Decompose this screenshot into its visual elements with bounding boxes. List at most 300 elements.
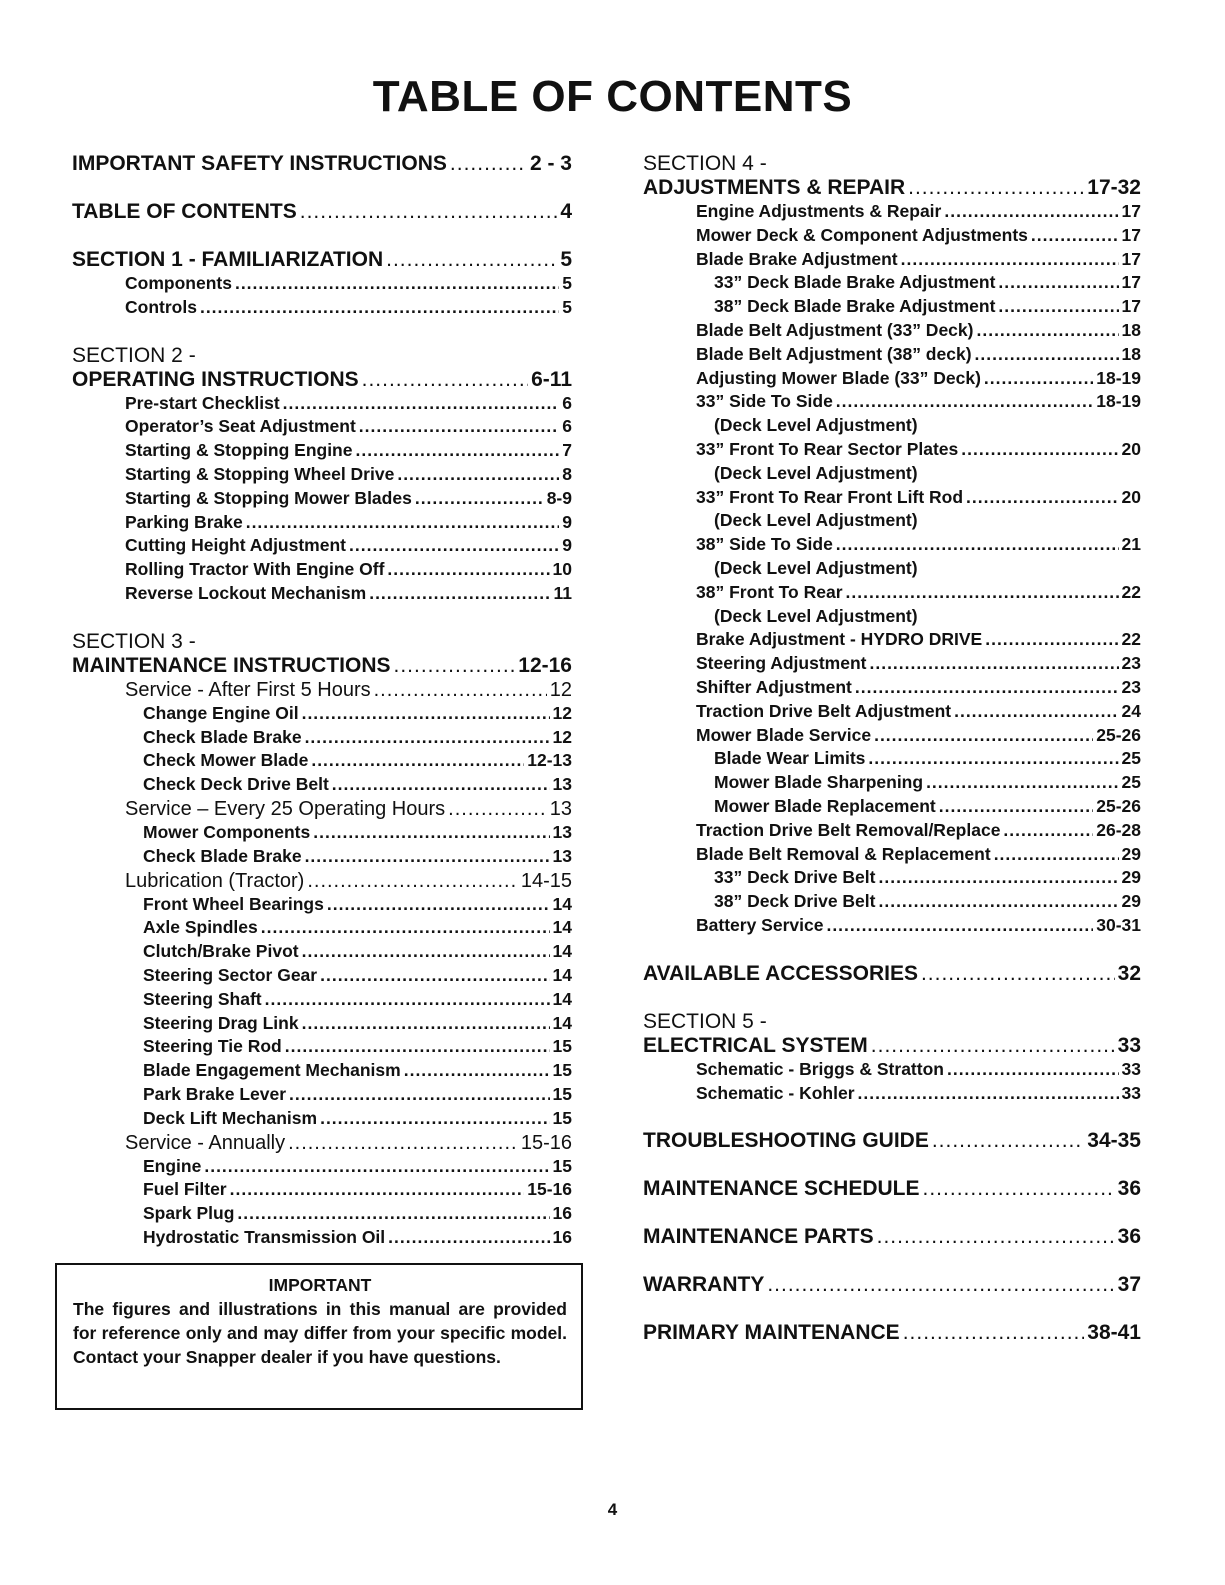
toc-entry-label: Controls	[125, 296, 197, 317]
toc-gap	[643, 986, 1141, 1010]
toc-entry-page: 9	[562, 535, 572, 556]
toc-entry-page: 24	[1121, 700, 1141, 721]
toc-entry-page: 33	[1121, 1082, 1141, 1103]
toc-entry-note: (Deck Level Adjustment)	[714, 462, 918, 483]
toc-item-entry[interactable]	[72, 1107, 572, 1131]
dot-leader	[998, 295, 1118, 319]
toc-entry-label: MAINTENANCE SCHEDULE	[643, 1177, 920, 1201]
toc-sub-entry[interactable]	[72, 392, 572, 416]
toc-entry-label: Check Blade Brake	[143, 845, 302, 866]
dot-leader	[976, 319, 1118, 343]
dot-leader	[836, 533, 1119, 557]
dot-leader	[246, 511, 560, 535]
dot-leader	[237, 1202, 549, 1226]
toc-entry-label: Mower Blade Service	[696, 724, 872, 745]
toc-sub-entry[interactable]	[643, 581, 1141, 605]
toc-entry-label: SECTION 1 - FAMILIARIZATION	[72, 248, 384, 271]
toc-entry-label: Blade Brake Adjustment	[696, 248, 898, 269]
dot-leader	[954, 700, 1118, 724]
toc-entry-label: OPERATING INSTRUCTIONS	[72, 367, 359, 391]
toc-entry-label: MAINTENANCE PARTS	[643, 1225, 874, 1249]
toc-item-entry[interactable]	[72, 940, 572, 964]
toc-sub-entry[interactable]	[643, 224, 1141, 248]
dot-leader	[386, 248, 557, 272]
toc-sub-entry[interactable]	[72, 463, 572, 487]
toc-entry-label: Blade Belt Adjustment (38” deck)	[696, 343, 972, 364]
toc-entry-label: Schematic - Briggs & Stratton	[696, 1058, 944, 1079]
toc-entry-page: 34-35	[1087, 1129, 1141, 1153]
toc-entry-page: 6	[562, 392, 572, 413]
toc-sub-entry[interactable]	[643, 914, 1141, 938]
toc-entry-note: (Deck Level Adjustment)	[714, 605, 918, 626]
toc-entry-label: MAINTENANCE INSTRUCTIONS	[72, 653, 391, 677]
toc-item-entry[interactable]	[643, 890, 1141, 914]
dot-leader	[289, 1083, 550, 1107]
toc-sub-entry[interactable]	[643, 319, 1141, 343]
dot-leader	[869, 652, 1118, 676]
dot-leader	[394, 654, 516, 678]
toc-item-entry[interactable]	[72, 821, 572, 845]
toc-item-entry[interactable]	[72, 749, 572, 773]
toc-entry-page: 22	[1121, 629, 1141, 650]
toc-entry-label: Components	[125, 273, 232, 293]
toc-entry-label: Clutch/Brake Pivot	[143, 941, 299, 962]
toc-entry-note: (Deck Level Adjustment)	[714, 557, 918, 578]
dot-leader	[397, 463, 559, 487]
dot-leader	[302, 702, 550, 726]
dot-leader	[204, 1155, 549, 1179]
toc-entry-label: Mower Components	[143, 821, 311, 842]
toc-entry-label: Traction Drive Belt Adjustment	[696, 700, 952, 721]
toc-sub-entry[interactable]	[72, 415, 572, 439]
toc-entry-page: 16	[552, 1226, 572, 1247]
toc-sub-entry[interactable]	[72, 511, 572, 535]
dot-leader	[283, 392, 560, 416]
toc-item-entry[interactable]	[643, 771, 1141, 795]
toc-entry-page: 21	[1121, 534, 1141, 555]
toc-entry-page: 23	[1121, 653, 1141, 674]
toc-entry-label: Starting & Stopping Engine	[125, 440, 353, 461]
toc-entry-page: 36	[1117, 1177, 1141, 1201]
toc-entry-label: Traction Drive Belt Removal/Replace	[696, 819, 1001, 840]
toc-sub-entry[interactable]	[643, 367, 1141, 391]
toc-entry-page: 5	[562, 296, 572, 317]
toc-item-entry[interactable]	[72, 1178, 572, 1202]
dot-leader	[448, 797, 547, 821]
toc-entry-label: Shifter Adjustment	[696, 676, 852, 697]
toc-entry-page: 5	[562, 273, 572, 293]
toc-entry-page: 18-19	[1096, 391, 1141, 412]
dot-leader	[878, 866, 1118, 890]
toc-entry-page: 29	[1121, 843, 1141, 864]
toc-entry-label: TABLE OF CONTENTS	[72, 200, 297, 223]
toc-entry-label: Blade Wear Limits	[714, 748, 866, 769]
toc-entry-label: 33” Front To Rear Sector Plates	[696, 438, 959, 459]
toc-entry-page: 12-13	[527, 750, 572, 771]
toc-entry-page: 12-16	[518, 653, 572, 677]
toc-gap	[643, 1153, 1141, 1177]
toc-entry-label: Check Mower Blade	[143, 750, 309, 771]
toc-item-entry[interactable]	[72, 773, 572, 797]
toc-entry-label: Service - After First 5 Hours	[125, 678, 371, 701]
dot-leader	[878, 890, 1118, 914]
dot-leader	[984, 367, 1093, 391]
dot-leader	[311, 749, 524, 773]
dot-leader	[387, 558, 549, 582]
toc-entry-page: 17	[1121, 296, 1141, 317]
dot-leader	[327, 893, 550, 917]
toc-item-entry[interactable]	[72, 1083, 572, 1107]
toc-entry-label: Mower Blade Sharpening	[714, 772, 924, 793]
toc-item-entry[interactable]	[72, 1155, 572, 1179]
toc-entry-page: 18	[1121, 319, 1141, 340]
toc-main-entry[interactable]	[72, 152, 572, 176]
toc-entry-label: Schematic - Kohler	[696, 1082, 855, 1103]
dot-leader	[826, 914, 1093, 938]
toc-item-entry[interactable]	[643, 866, 1141, 890]
toc-entry-label: Reverse Lockout Mechanism	[125, 582, 367, 603]
toc-entry-label: Mower Deck & Component Adjustments	[696, 224, 1028, 245]
toc-section-heading: SECTION 3 -	[72, 629, 196, 653]
dot-leader	[836, 390, 1093, 414]
toc-entry-page: 29	[1121, 867, 1141, 888]
toc-entry-label: Mower Blade Replacement	[714, 795, 936, 816]
dot-leader	[313, 821, 549, 845]
toc-sub-entry[interactable]	[643, 628, 1141, 652]
dot-leader	[932, 1129, 1084, 1153]
dot-leader	[874, 724, 1093, 748]
toc-entry-page: 38-41	[1087, 1321, 1141, 1345]
dot-leader	[966, 486, 1119, 510]
dot-leader	[846, 581, 1119, 605]
toc-entry-label: WARRANTY	[643, 1273, 765, 1297]
dot-leader	[349, 534, 559, 558]
toc-entry-page: 25-26	[1096, 795, 1141, 816]
dot-leader	[998, 271, 1118, 295]
dot-leader	[767, 1273, 1114, 1297]
toc-entry-note: (Deck Level Adjustment)	[714, 510, 918, 531]
toc-entry-page: 22	[1121, 581, 1141, 602]
toc-sub-entry[interactable]	[643, 652, 1141, 676]
toc-entry-label: Cutting Height Adjustment	[125, 535, 346, 556]
toc-entry-page: 17-32	[1087, 176, 1141, 199]
toc-item-entry[interactable]	[72, 1226, 572, 1250]
dot-leader	[947, 1058, 1119, 1082]
toc-sub-entry[interactable]	[643, 248, 1141, 272]
toc-sub-entry[interactable]	[72, 439, 572, 463]
dot-leader	[985, 628, 1118, 652]
dot-leader	[388, 1226, 549, 1250]
dot-leader	[858, 1082, 1119, 1106]
toc-main-entry[interactable]	[72, 248, 572, 272]
dot-leader	[261, 916, 550, 940]
dot-leader	[230, 1178, 525, 1202]
toc-item-entry[interactable]	[643, 795, 1141, 819]
toc-entry-page: 8	[562, 463, 572, 484]
dot-leader	[877, 1225, 1115, 1249]
toc-sub-entry[interactable]	[643, 843, 1141, 867]
toc-entry-label: ELECTRICAL SYSTEM	[643, 1033, 868, 1057]
toc-group-entry[interactable]	[72, 869, 572, 893]
toc-entry-label: 33” Deck Blade Brake Adjustment	[714, 272, 996, 293]
toc-entry-page: 17	[1121, 248, 1141, 269]
toc-item-entry[interactable]	[72, 964, 572, 988]
dot-leader	[404, 1059, 550, 1083]
toc-entry-label: Change Engine Oil	[143, 702, 299, 723]
toc-section-heading: SECTION 4 -	[643, 152, 767, 175]
toc-entry-label: Hydrostatic Transmission Oil	[143, 1226, 386, 1247]
toc-item-entry[interactable]	[643, 271, 1141, 295]
toc-main-entry[interactable]	[643, 1129, 1141, 1153]
toc-gap	[72, 320, 572, 344]
toc-entry-note: (Deck Level Adjustment)	[714, 415, 918, 436]
toc-entry-label: 33” Deck Drive Belt	[714, 867, 876, 888]
toc-entry-label: Lubrication (Tractor)	[125, 869, 305, 892]
toc-entry-label: PRIMARY MAINTENANCE	[643, 1321, 900, 1345]
toc-section-heading: SECTION 5 -	[643, 1009, 767, 1033]
toc-entry-page: 4	[560, 200, 572, 223]
dot-leader	[362, 368, 529, 392]
dot-leader	[374, 678, 547, 702]
toc-entry-page: 6	[562, 416, 572, 437]
toc-right-column	[643, 152, 1141, 1345]
toc-main-entry[interactable]	[72, 200, 572, 224]
toc-sub-entry[interactable]	[643, 438, 1141, 462]
toc-entry-label: Operator’s Seat Adjustment	[125, 416, 356, 437]
toc-main-entry[interactable]	[643, 1034, 1141, 1058]
toc-entry-page: 37	[1117, 1273, 1141, 1297]
dot-leader	[994, 843, 1119, 867]
toc-entry-page: 15	[552, 1107, 572, 1128]
toc-sub-entry[interactable]	[643, 676, 1141, 700]
dot-leader	[265, 988, 550, 1012]
dot-leader	[855, 676, 1119, 700]
toc-entry-page: 8-9	[546, 487, 572, 508]
toc-entry-page: 30-31	[1096, 914, 1141, 935]
toc-left-column	[72, 152, 572, 1250]
toc-entry-label: Blade Belt Adjustment (33” Deck)	[696, 319, 974, 340]
toc-entry-label: Starting & Stopping Mower Blades	[125, 487, 412, 508]
dot-leader	[302, 940, 550, 964]
dot-leader	[1003, 819, 1093, 843]
toc-sub-entry[interactable]	[643, 1082, 1141, 1106]
dot-leader	[369, 582, 550, 606]
toc-item-entry[interactable]	[72, 1059, 572, 1083]
toc-group-entry[interactable]	[72, 1131, 572, 1155]
dot-leader	[871, 1034, 1115, 1058]
toc-sub-entry[interactable]	[72, 272, 572, 296]
toc-entry-page: 14-15	[520, 869, 572, 892]
toc-gap	[643, 1249, 1141, 1273]
toc-entry-page: 11	[553, 582, 572, 603]
toc-entry-page: 25	[1121, 748, 1141, 769]
dot-leader	[901, 248, 1119, 272]
toc-entry-page: 36	[1117, 1225, 1141, 1249]
toc-entry-label: 33” Front To Rear Front Lift Rod	[696, 486, 964, 507]
toc-sub-entry[interactable]	[643, 343, 1141, 367]
toc-entry-page: 15	[552, 1060, 572, 1081]
toc-entry-page: 20	[1121, 486, 1141, 507]
toc-entry-label: TROUBLESHOOTING GUIDE	[643, 1129, 929, 1153]
toc-item-entry[interactable]	[72, 726, 572, 750]
toc-entry-label: Spark Plug	[143, 1203, 235, 1224]
toc-entry-page: 13	[549, 797, 572, 820]
dot-leader	[355, 439, 559, 463]
dot-leader	[307, 869, 518, 893]
toc-entry-page: 14	[552, 964, 572, 985]
toc-entry-page: 23	[1121, 676, 1141, 697]
toc-main-entry[interactable]	[643, 962, 1141, 986]
toc-entry-page: 18-19	[1096, 367, 1141, 388]
toc-sub-entry[interactable]	[72, 558, 572, 582]
toc-sub-entry[interactable]	[643, 724, 1141, 748]
toc-entry-label: Check Blade Brake	[143, 726, 302, 747]
dot-leader	[200, 296, 559, 320]
toc-entry-page: 13	[552, 845, 572, 866]
toc-entry-label: 38” Front To Rear	[696, 581, 843, 602]
toc-gap	[643, 1297, 1141, 1321]
toc-entry-page: 14	[552, 1012, 572, 1033]
toc-entry-label: Steering Drag Link	[143, 1012, 299, 1033]
dot-leader	[235, 272, 559, 296]
toc-item-entry[interactable]	[643, 747, 1141, 771]
toc-entry-label: Fuel Filter	[143, 1179, 227, 1200]
toc-entry-label: Steering Tie Rod	[143, 1036, 282, 1057]
dot-leader	[1031, 224, 1119, 248]
toc-entry-page: 20	[1121, 438, 1141, 459]
dot-leader	[415, 487, 544, 511]
toc-entry-label: Adjusting Mower Blade (33” Deck)	[696, 367, 981, 388]
dot-leader	[320, 1107, 549, 1131]
toc-entry-page: 15-16	[520, 1131, 572, 1154]
toc-entry-label: AVAILABLE ACCESSORIES	[643, 961, 918, 985]
toc-entry-label: Front Wheel Bearings	[143, 893, 324, 914]
toc-entry-label: Steering Shaft	[143, 988, 262, 1009]
toc-main-entry[interactable]	[72, 654, 572, 678]
page-number: 4	[607, 1500, 618, 1519]
toc-sub-entry[interactable]	[643, 819, 1141, 843]
toc-sub-entry[interactable]	[643, 533, 1141, 557]
toc-entry-page: 13	[552, 774, 572, 795]
toc-entry-page: 14	[552, 917, 572, 938]
toc-item-entry[interactable]	[72, 845, 572, 869]
dot-leader	[302, 1012, 550, 1036]
toc-entry-page: 14	[552, 941, 572, 962]
dot-leader	[961, 438, 1118, 462]
toc-entry-label: Steering Adjustment	[696, 653, 867, 674]
toc-entry-label: Service - Annually	[125, 1131, 286, 1154]
toc-entry-label: 38” Side To Side	[696, 534, 833, 555]
toc-entry-page: 17	[1121, 201, 1141, 221]
toc-gap	[643, 938, 1141, 962]
toc-entry-page: 17	[1121, 224, 1141, 245]
dot-leader	[921, 962, 1115, 986]
toc-entry-label: 33” Side To Side	[696, 391, 833, 412]
toc-entry-page: 7	[562, 440, 572, 461]
toc-entry-label: Blade Belt Removal & Replacement	[696, 843, 991, 864]
toc-entry-page: 15-16	[527, 1179, 572, 1200]
dot-leader	[285, 1035, 550, 1059]
toc-entry-page: 12	[549, 678, 572, 701]
page-title: TABLE OF CONTENTS	[372, 72, 853, 121]
toc-entry-page: 17	[1121, 272, 1141, 293]
toc-item-entry[interactable]	[72, 1035, 572, 1059]
toc-entry-page: 2 - 3	[529, 152, 572, 175]
toc-entry-page: 15	[552, 1036, 572, 1057]
toc-entry-label: 38” Deck Drive Belt	[714, 891, 876, 912]
notice-title: IMPORTANT	[268, 1275, 372, 1295]
toc-item-entry[interactable]	[643, 295, 1141, 319]
toc-gap	[643, 1201, 1141, 1225]
toc-main-entry[interactable]	[643, 1321, 1141, 1345]
toc-entry-page: 15	[552, 1083, 572, 1104]
toc-entry-page: 13	[552, 821, 572, 842]
toc-entry-page: 15	[552, 1155, 572, 1176]
toc-entry-page: 5	[560, 248, 572, 271]
toc-sub-entry[interactable]	[72, 534, 572, 558]
toc-sub-entry[interactable]	[643, 390, 1141, 414]
toc-sub-entry[interactable]	[643, 200, 1141, 224]
toc-item-entry[interactable]	[72, 1012, 572, 1036]
toc-entry-label: Axle Spindles	[143, 917, 258, 938]
toc-main-entry[interactable]	[643, 1273, 1141, 1297]
dot-leader	[320, 964, 549, 988]
toc-entry-label: Rolling Tractor With Engine Off	[125, 559, 385, 580]
toc-entry-page: 14	[552, 893, 572, 914]
toc-sub-entry[interactable]	[72, 296, 572, 320]
toc-section-heading: SECTION 2 -	[72, 343, 196, 367]
dot-leader	[450, 152, 527, 176]
toc-main-entry[interactable]	[643, 176, 1141, 200]
dot-leader	[944, 200, 1118, 224]
toc-entry-label: ADJUSTMENTS & REPAIR	[643, 176, 906, 199]
toc-entry-label: Engine Adjustments & Repair	[696, 201, 942, 221]
toc-entry-label: Blade Engagement Mechanism	[143, 1060, 401, 1081]
toc-entry-label: Deck Lift Mechanism	[143, 1107, 318, 1128]
toc-sub-entry[interactable]	[643, 1058, 1141, 1082]
toc-group-entry[interactable]	[72, 678, 572, 702]
toc-item-entry[interactable]	[72, 988, 572, 1012]
toc-sub-entry[interactable]	[643, 700, 1141, 724]
toc-entry-label: Parking Brake	[125, 511, 243, 532]
dot-leader	[908, 176, 1084, 200]
toc-sub-entry[interactable]	[72, 582, 572, 606]
toc-main-entry[interactable]	[643, 1177, 1141, 1201]
dot-leader	[359, 415, 559, 439]
toc-entry-label: Park Brake Lever	[143, 1083, 287, 1104]
toc-entry-page: 32	[1117, 961, 1141, 985]
toc-item-entry[interactable]	[72, 893, 572, 917]
toc-sub-entry[interactable]	[643, 486, 1141, 510]
toc-entry-page: 9	[562, 511, 572, 532]
dot-leader	[975, 343, 1119, 367]
dot-leader	[332, 773, 550, 797]
toc-gap	[72, 224, 572, 248]
toc-entry-label: IMPORTANT SAFETY INSTRUCTIONS	[72, 152, 447, 175]
toc-item-entry[interactable]	[72, 702, 572, 726]
toc-entry-page: 16	[552, 1203, 572, 1224]
toc-item-entry[interactable]	[72, 916, 572, 940]
toc-group-entry[interactable]	[72, 797, 572, 821]
toc-entry-page: 18	[1121, 343, 1141, 364]
toc-main-entry[interactable]	[72, 368, 572, 392]
toc-main-entry[interactable]	[643, 1225, 1141, 1249]
toc-entry-page: 26-28	[1096, 819, 1141, 840]
toc-entry-label: Brake Adjustment - HYDRO DRIVE	[696, 629, 983, 650]
toc-entry-page: 14	[552, 988, 572, 1009]
toc-item-entry[interactable]	[72, 1202, 572, 1226]
toc-sub-entry[interactable]	[72, 487, 572, 511]
